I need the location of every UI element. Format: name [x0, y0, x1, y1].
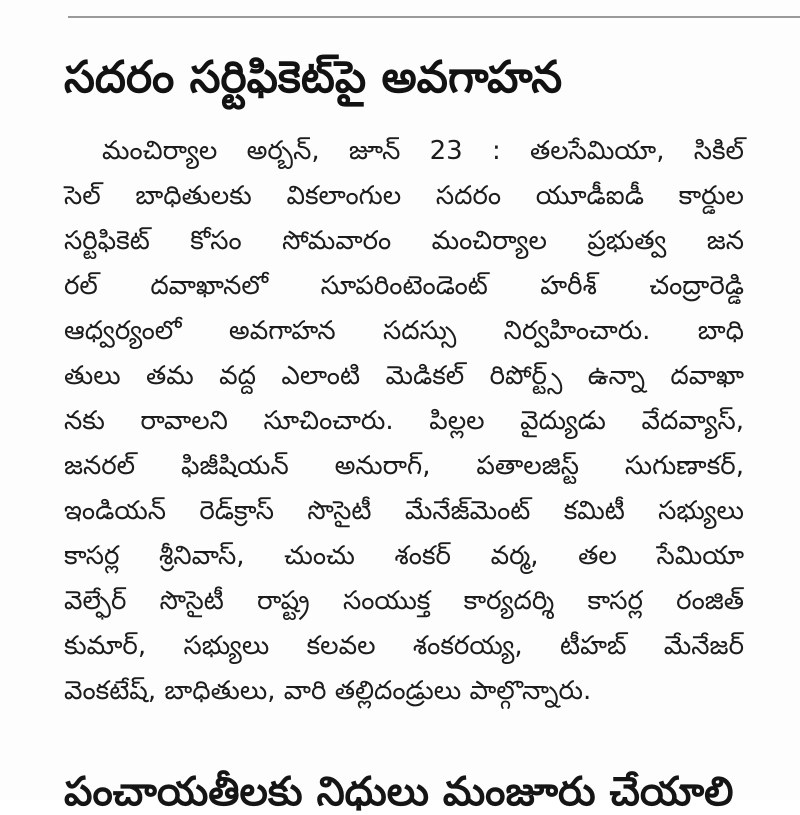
top-divider-rule	[68, 16, 800, 18]
article-body	[64, 129, 744, 714]
next-article-headline-cropped	[64, 769, 734, 815]
article-line: నకు రావాలని సూచించారు. పిల్లల వైద్యుడు వేదవ్యాస్‌,	[64, 406, 744, 436]
article-line: సర్టిఫికెట్‌ కోసం సోమవారం మంచిర్యాల ప్రభుత్వ జన	[64, 226, 744, 256]
next-article-headline: పంచాయతీలకు నిధులు మంజూరు చేయాలి	[64, 769, 734, 815]
article-line: తులు తమ వద్ద ఎలాంటి మెడికల్‌ రిపోర్ట్స్‌ ఉన్నా దవాఖా	[64, 361, 744, 391]
article-line: మంచిర్యాల అర్బన్‌, జూన్‌ 23 : తలసేమియా, సికిల్‌	[102, 136, 744, 166]
article-line: ఆధ్వర్యంలో అవగాహన సదస్సు నిర్వహించారు. బాధి	[64, 316, 744, 346]
article-line: సెల్‌ బాధితులకు వికలాంగుల సదరం యూడీఐడీ కార్డుల	[64, 181, 744, 211]
article-line: ఇండియన్‌ రెడ్‌క్రాస్‌ సొసైటీ మేనేజ్‌మెంట్‌ కమిటీ సభ్యులు	[64, 496, 744, 526]
article-line: జనరల్‌ ఫిజీషియన్‌ అనురాగ్‌, పతాలజిస్ట్‌ సుగుణాకర్‌,	[64, 451, 744, 481]
article-line: వెంకటేష్‌, బాధితులు, వారి తల్లిదండ్రులు పాల్గొన్నారు.	[64, 676, 592, 706]
article-line: కాసర్ల శ్రీనివాస్‌, చుంచు శంకర్‌ వర్మ, తల సేమియా	[64, 541, 744, 571]
article-headline: సదరం సర్టిఫికెట్‌పై అవగాహన	[64, 52, 563, 103]
article-line: వెల్ఫేర్‌ సొసైటీ రాష్ట్ర సంయుక్త కార్యదర్శి కాసర్ల రంజిత్‌	[64, 586, 744, 616]
article-line: కుమార్‌, సభ్యులు కలవల శంకరయ్య, టీహబ్‌ మేనేజర్‌	[64, 631, 744, 661]
article-line: రల్‌ దవాఖానలో సూపరింటెండెంట్‌ హరీశ్‌ చంద్రారెడ్డి	[64, 271, 744, 301]
